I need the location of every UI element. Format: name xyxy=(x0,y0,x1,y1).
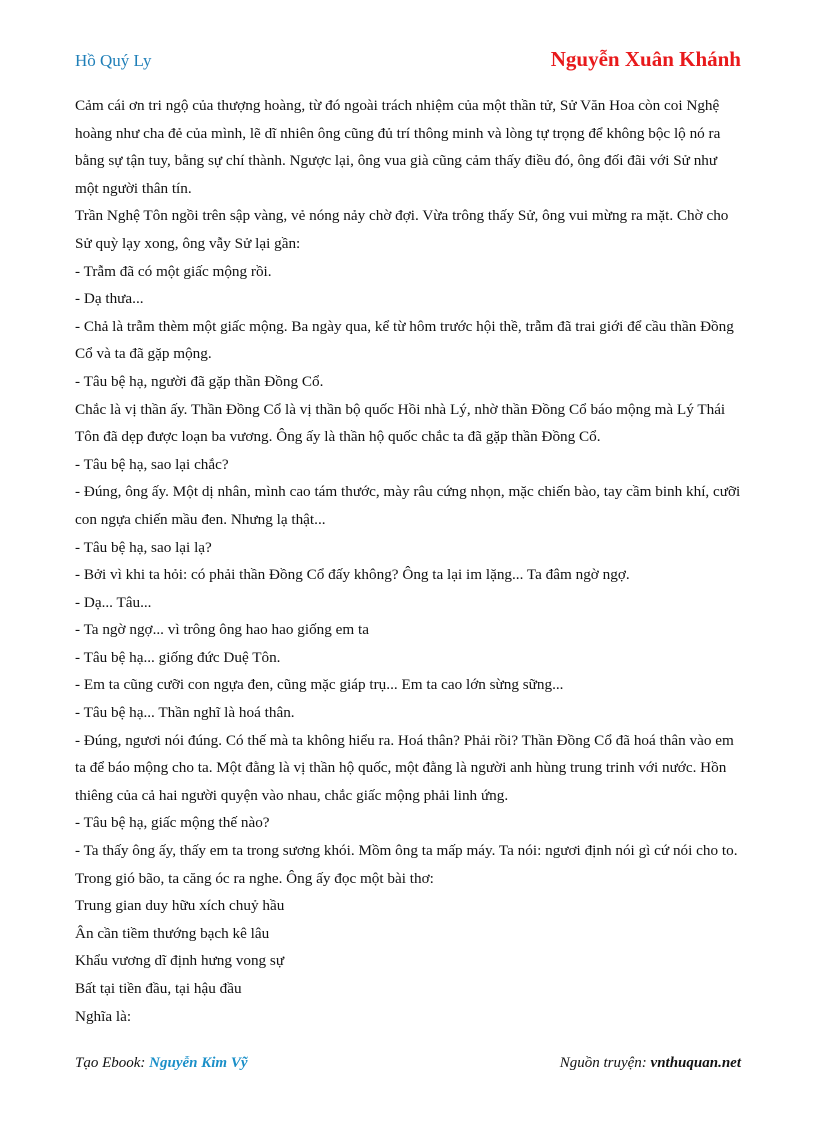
paragraph: - Tâu bệ hạ, sao lại chắc? xyxy=(75,455,229,473)
paragraph: Chắc là vị thần ấy. Thần Đồng Cổ là vị thần bộ quốc Hồi nhà Lý, nhờ thần Đồng Cổ báo mộng mà Lý Thái Tôn đã dẹp được loạn ba vương. Ông ấy là thần hộ quốc chắc ta đã gặp thần Đồng Cổ. xyxy=(75,400,726,446)
source-credit xyxy=(560,1055,741,1072)
paragraph: Cảm cái ơn tri ngộ của thượng hoàng, từ đó ngoài trách nhiệm của một thần tử, Sử Văn Hoa còn coi Nghệ hoàng như cha đẻ của mình, lẽ dĩ nhiên ông cũng đủ trí thông minh và lòng tự trọng để không bộc lộ nó ra bằng sự tận tuy, bằng sự chí thành. Ngược lại, ông vua già cũng cảm thấy điều đó, ông đối đãi với Sử như một người thân tín. xyxy=(75,97,721,197)
poem-line: Trung gian duy hữu xích chuỷ hầu xyxy=(75,897,285,915)
paragraph: Trần Nghệ Tôn ngồi trên sập vàng, vẻ nóng nảy chờ đợi. Vừa trông thấy Sử, ông vui mừng ra mặt. Chờ cho Sử quỳ lạy xong, ông vẫy Sử lại gần: xyxy=(75,207,729,252)
paragraph: - Tâu bệ hạ, giấc mộng thế nào? xyxy=(75,814,270,832)
ebook-credit-label: Tạo Ebook xyxy=(75,1055,141,1071)
paragraph: - Ta thấy ông ấy, thấy em ta trong sương khói. Mồm ông ta mấp máy. Ta nói: ngươi định nói gì cứ nói cho to. Trong gió bão, ta căng óc ra nghe. Ông ấy đọc một bài thơ: xyxy=(75,842,738,887)
source-credit-separator: : xyxy=(641,1055,651,1071)
paragraph: Nghĩa là: xyxy=(75,1007,132,1025)
ebook-credit-separator: : xyxy=(140,1055,150,1071)
source-credit-label: Nguồn truyện xyxy=(559,1055,642,1071)
paragraph: - Dạ... Tâu... xyxy=(75,593,152,611)
ebook-credit-name: Nguyễn Kim Vỹ xyxy=(149,1055,248,1071)
ebook-credit xyxy=(75,1055,248,1072)
poem-line: Ân cần tiềm thướng bạch kê lâu xyxy=(75,924,270,942)
author-name: Nguyễn Xuân Khánh xyxy=(550,47,741,71)
paragraph: - Tâu bệ hạ, sao lại lạ? xyxy=(75,538,212,556)
paragraph: - Ta ngờ ngợ... vì trông ông hao hao giống em ta xyxy=(75,621,369,639)
poem-line: Khẩu vương dĩ định hưng vong sự xyxy=(75,952,285,970)
paragraph: - Bởi vì khi ta hỏi: có phải thần Đồng Cổ đấy không? Ông ta lại im lặng... Ta đâm ngờ ngợ. xyxy=(75,566,630,584)
paragraph: - Đúng, ngươi nói đúng. Có thế mà ta không hiểu ra. Hoá thân? Phải rồi? Thần Đồng Cổ đã hoá thân vào em ta để báo mộng cho ta. Một đằng là vị thần hộ quốc, một đằng là người anh hùng trung trinh với nước. Hồn thiêng của cả hai người quyện vào nhau, chắc giấc mộng phải linh ứng. xyxy=(75,731,734,804)
paragraph: - Em ta cũng cưỡi con ngựa đen, cũng mặc giáp trụ... Em ta cao lớn sừng sững... xyxy=(75,676,564,694)
paragraph: - Trẫm đã có một giấc mộng rồi. xyxy=(75,262,272,280)
paragraph: - Dạ thưa... xyxy=(75,290,144,308)
chapter-body xyxy=(75,92,743,1030)
poem-line: Bất tại tiền đầu, tại hậu đầu xyxy=(75,980,242,997)
book-title: Hồ Quý Ly xyxy=(75,51,152,70)
paragraph: - Tâu bệ hạ... giống đức Duệ Tôn. xyxy=(75,648,281,666)
paragraph: - Tâu bệ hạ... Thần nghĩ là hoá thân. xyxy=(75,704,295,722)
source-credit-site: vnthuquan.net xyxy=(650,1055,741,1071)
paragraph: - Chả là trẫm thèm một giấc mộng. Ba ngày qua, kể từ hôm trước hội thề, trẫm đã trai giới để cầu thần Đồng Cổ và ta đã gặp mộng. xyxy=(75,317,734,363)
paragraph: - Đúng, ông ấy. Một dị nhân, mình cao tám thước, mày râu cứng nhọn, mặc chiến bào, tay cầm binh khí, cưỡi con ngựa chiến mầu đen. Nhưng lạ thật... xyxy=(75,483,741,528)
paragraph: - Tâu bệ hạ, người đã gặp thần Đồng Cổ. xyxy=(75,372,324,390)
